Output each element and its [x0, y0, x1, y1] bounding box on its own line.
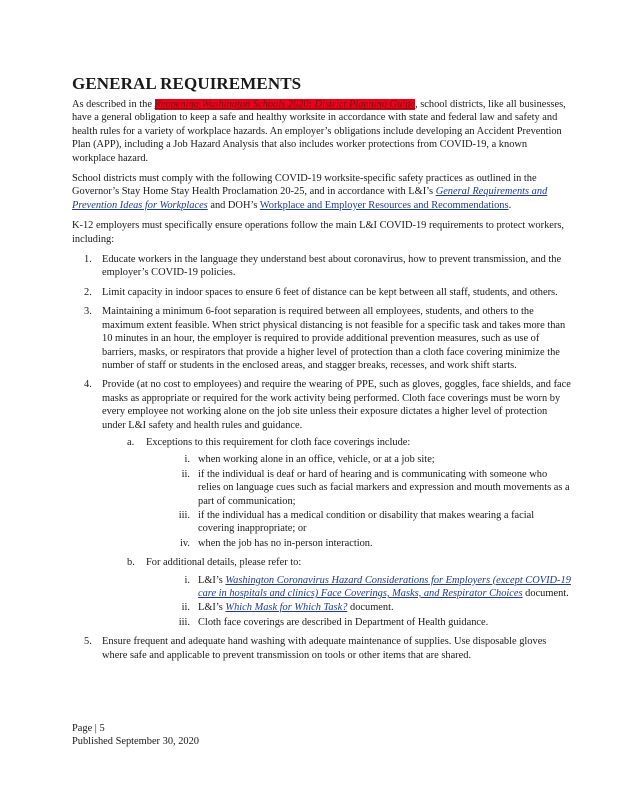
sub-list	[102, 436, 572, 629]
reference-item: ii. L&I’s Which Mask for Which Task? document.	[181, 602, 394, 614]
compliance-paragraph: School districts must comply with the following COVID-19 worksite-specific safety practices as outlined in the Governor’s Stay Home Stay Health Proclamation 20-25, and in accordance with L&I’s General Requirements and Prevention Ideas for Workplaces and DOH’s Workplace and Employer Resources and Recommendations.	[72, 173, 548, 211]
exception-item: iii. if the individual has a medical condition or disability that makes wearing a facial covering inappropriate; or	[178, 509, 535, 535]
section-heading: GENERAL REQUIREMENTS	[72, 74, 302, 93]
exception-item: i. when working alone in an office, vehicle, or at a job site;	[184, 454, 435, 466]
list-item: 2. Limit capacity in indoor spaces to ensure 6 feet of distance can be kept between all staff, students, and others.	[84, 286, 558, 298]
reference-item: i. L&I’s Washington Coronavirus Hazard Considerations for Employers (except COVID-19 care in hospitals and clinics) Face Coverings, Masks, and Respirator Choices document.	[184, 574, 571, 599]
reference-item: iii. Cloth face coverings are described in Department of Health guidance.	[178, 616, 489, 628]
lni-requirements-link[interactable]: General Requirements and Prevention Ideas for Workplaces	[72, 186, 548, 211]
requirements-intro: K-12 employers must specifically ensure operations follow the main L&I COVID-19 requirements to protect workers, including:	[72, 220, 564, 245]
published-date: Published September 30, 2020	[72, 736, 199, 748]
hazard-considerations-link[interactable]: Washington Coronavirus Hazard Considerations for Employers (except COVID-19 care in hospitals and clinics) Face Coverings, Masks, and Respirator Choices	[198, 574, 571, 599]
doh-resources-link[interactable]: Workplace and Employer Resources and Recommendations	[259, 199, 509, 211]
intro-paragraph: As described in the Reopening Washington Schools 2020: District Planning Guide, school districts, like all businesses, have a general obligation to keep a safe and healthy worksite in accordance with state and federal law and safety and health rules for a variety of workplace hazards. An employer’s obligations include developing an Accident Prevention Plan (APP), including a Job Hazard Analysis that also includes worker protections from COVID-19, a known workplace hazard.	[72, 99, 566, 164]
mask-task-link[interactable]: Which Mask for Which Task?	[225, 602, 348, 614]
references-list	[146, 574, 572, 630]
exception-item: ii. if the individual is deaf or hard of hearing and is communicating with someone who relies on language cues such as facial markers and expression and mouth movements as a part of communication;	[181, 468, 570, 507]
list-item: 1. Educate workers in the language they understand best about coronavirus, how to prevent transmission, and the employer’s COVID-19 policies.	[84, 254, 562, 279]
page-number: Page | 5	[72, 723, 105, 734]
list-item: 3. Maintaining a minimum 6-foot separation is required between all employees, students, and others to the maximum extent feasible. When strict physical distancing is not feasible for a specific task and takes more than 10 minutes in an hour, the employer is required to provide additional prevention measures, such as use of barriers, masks, or respirators that provide a higher level of protection than a cloth face covering minimize the number of staff or students in the enclosed areas, and stagger breaks, recesses, and work shift starts.	[84, 306, 566, 371]
exception-item: iv. when the job has no in-person interaction.	[179, 537, 373, 549]
requirements-list	[72, 253, 572, 662]
sub-list-item: a. Exceptions to this requirement for cloth face coverings include: i. when working alone in an office, vehicle, or at a job site; ii. if the individual is deaf or hard of hearing and is communicating with someone who relies on language cues such as facial markers and expression and mouth movements as a part of communication; iii. if the individual has a medical condition or disability that makes wearing a facial covering inappropriate; or iv. when the job has no in-person interaction.	[102, 436, 572, 550]
page-footer	[72, 722, 199, 749]
list-item: 5. Ensure frequent and adequate hand washing with adequate maintenance of supplies. Use disposable gloves where safe and applicable to prevent transmission on tools or other items that are shared.	[84, 636, 547, 661]
guide-link[interactable]: Reopening Washington Schools 2020: District Planning Guide	[154, 99, 416, 110]
sub-list-item: b. For additional details, please refer to: i. L&I’s Washington Coronavirus Hazard Considerations for Employers (except COVID-19 care in hospitals and clinics) Face Coverings, Masks, and Respirator Choices document. ii. L&I’s Which Mask for Which Task? document. iii. Cloth face coverings are described in Department of Health guidance.	[127, 557, 571, 628]
list-item: 4. Provide (at no cost to employees) and require the wearing of PPE, such as gloves, goggles, face shields, and face masks as appropriate or required for the work activity being performed. Cloth face coverings must be worn by every employee not working alone on the job site unless their exposure dictates a higher level of protection under L&I safety and health rules and guidance. a. Exceptions to this requirement for cloth face coverings include: i. when working alone in an office, vehicle, or at a job site; ii. if the individual is deaf or hard of hearing and is communicating with someone who relies on language cues such as facial markers and expression and mouth movements as a part of communication; iii. if the individual has a medical condition or disability that makes wearing a facial covering inappropriate; or iv. when the job has no in-person interaction. b. For additional details, please refer to: i. L&I’s Washington Coronavirus Hazard Considerations for Employers (except COVID-19 care in hospitals and clinics) Face Coverings, Masks, and Respirator Choices document. ii. L&I’s Which Mask for Which Task? document. iii. Cloth face coverings are described in Department of Health guidance.	[84, 379, 571, 628]
exceptions-list	[146, 453, 572, 550]
document-page	[72, 74, 572, 668]
